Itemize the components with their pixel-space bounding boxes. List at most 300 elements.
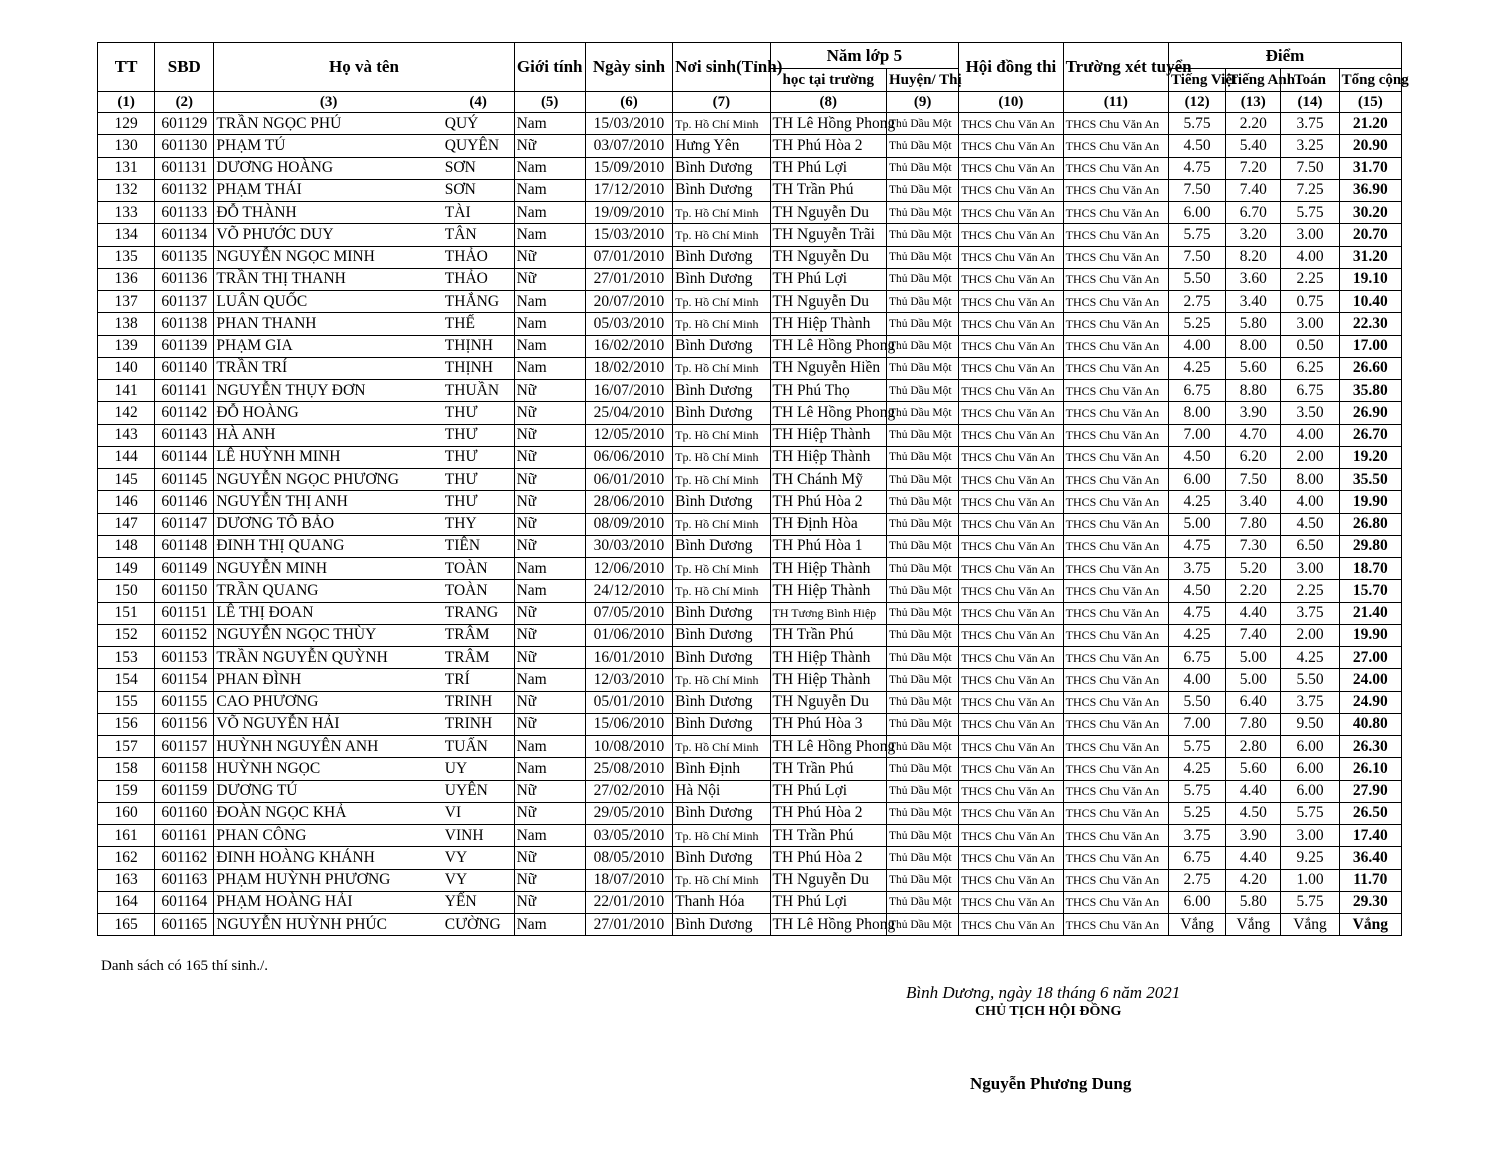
cell-sbd: 601150 — [155, 580, 214, 602]
col-number: (4) — [443, 92, 514, 113]
table-row — [98, 313, 1402, 335]
cell-tt: 146 — [98, 491, 155, 513]
cell-huyen-thi: Thủ Dầu Một — [886, 335, 958, 357]
cell-truong-lop-5: TH Nguyễn Hiền — [770, 357, 886, 379]
cell-tt: 134 — [98, 224, 155, 246]
cell-hoi-dong-thi: THCS Chu Văn An — [959, 513, 1063, 535]
cell-tieng-anh: 5.80 — [1226, 891, 1281, 913]
cell-noi-sinh: Tp. Hồ Chí Minh — [673, 113, 770, 135]
cell-ngay-sinh: 12/03/2010 — [585, 669, 672, 691]
cell-tong-cong: 19.90 — [1339, 624, 1401, 646]
cell-sbd: 601160 — [155, 802, 214, 824]
cell-ngay-sinh: 16/01/2010 — [585, 647, 672, 669]
cell-noi-sinh: Bình Dương — [673, 380, 770, 402]
cell-ho-dem: NGUYỄN NGỌC MINH — [214, 246, 443, 268]
cell-truong-xet-tuyen: THCS Chu Văn An — [1063, 691, 1168, 713]
cell-gioi-tinh: Nữ — [514, 602, 585, 624]
cell-tong-cong: 31.70 — [1339, 157, 1401, 179]
cell-sbd: 601139 — [155, 335, 214, 357]
cell-huyen-thi: Thủ Dầu Một — [886, 402, 958, 424]
cell-ngay-sinh: 15/03/2010 — [585, 224, 672, 246]
cell-noi-sinh: Tp. Hồ Chí Minh — [673, 224, 770, 246]
cell-tt: 129 — [98, 113, 155, 135]
cell-ho-dem: PHAN ĐÌNH — [214, 669, 443, 691]
cell-hoi-dong-thi: THCS Chu Văn An — [959, 268, 1063, 290]
cell-truong-lop-5: TH Lê Hồng Phong — [770, 736, 886, 758]
cell-huyen-thi: Thủ Dầu Một — [886, 891, 958, 913]
cell-ngay-sinh: 25/08/2010 — [585, 758, 672, 780]
cell-tt: 147 — [98, 513, 155, 535]
cell-ten: VY — [443, 869, 514, 891]
cell-hoi-dong-thi: THCS Chu Văn An — [959, 424, 1063, 446]
cell-truong-lop-5: TH Hiệp Thành — [770, 558, 886, 580]
cell-noi-sinh: Bình Dương — [673, 246, 770, 268]
cell-sbd: 601143 — [155, 424, 214, 446]
cell-hoi-dong-thi: THCS Chu Văn An — [959, 758, 1063, 780]
cell-hoi-dong-thi: THCS Chu Văn An — [959, 558, 1063, 580]
cell-ho-dem: PHẠM TÚ — [214, 135, 443, 157]
cell-noi-sinh: Tp. Hồ Chí Minh — [673, 446, 770, 468]
cell-tt: 143 — [98, 424, 155, 446]
cell-ho-dem: VÕ PHƯỚC DUY — [214, 224, 443, 246]
cell-noi-sinh: Tp. Hồ Chí Minh — [673, 357, 770, 379]
col-number: (15) — [1339, 92, 1401, 113]
cell-tieng-viet: 2.75 — [1169, 869, 1226, 891]
cell-tong-cong: 29.80 — [1339, 535, 1401, 557]
cell-ten: UY — [443, 758, 514, 780]
cell-tieng-viet: 5.75 — [1169, 113, 1226, 135]
cell-hoi-dong-thi: THCS Chu Văn An — [959, 669, 1063, 691]
cell-ho-dem: LUÂN QUỐC — [214, 291, 443, 313]
cell-noi-sinh: Tp. Hồ Chí Minh — [673, 513, 770, 535]
cell-tieng-viet: 4.25 — [1169, 758, 1226, 780]
cell-toan: 6.50 — [1281, 535, 1339, 557]
cell-tt: 158 — [98, 758, 155, 780]
cell-huyen-thi: Thủ Dầu Một — [886, 691, 958, 713]
cell-tieng-anh: 7.80 — [1226, 513, 1281, 535]
cell-toan: 5.75 — [1281, 802, 1339, 824]
cell-tong-cong: 36.90 — [1339, 179, 1401, 201]
cell-noi-sinh: Tp. Hồ Chí Minh — [673, 558, 770, 580]
cell-huyen-thi: Thủ Dầu Một — [886, 313, 958, 335]
cell-ten: THẮNG — [443, 291, 514, 313]
cell-sbd: 601131 — [155, 157, 214, 179]
col-number: (3) — [214, 92, 443, 113]
cell-hoi-dong-thi: THCS Chu Văn An — [959, 802, 1063, 824]
cell-truong-lop-5: TH Phú Hòa 2 — [770, 847, 886, 869]
cell-toan: 6.75 — [1281, 380, 1339, 402]
table-row — [98, 291, 1402, 313]
cell-truong-xet-tuyen: THCS Chu Văn An — [1063, 713, 1168, 735]
cell-truong-lop-5: TH Phú Lợi — [770, 891, 886, 913]
col-number: (8) — [770, 92, 886, 113]
table-row — [98, 914, 1402, 936]
cell-ho-dem: DƯƠNG HOÀNG — [214, 157, 443, 179]
table-row — [98, 891, 1402, 913]
candidate-count: Danh sách có 165 thí sinh./. — [101, 958, 269, 974]
cell-noi-sinh: Bình Dương — [673, 914, 770, 936]
cell-toan: 7.25 — [1281, 179, 1339, 201]
cell-gioi-tinh: Nữ — [514, 424, 585, 446]
cell-huyen-thi: Thủ Dầu Một — [886, 647, 958, 669]
cell-truong-xet-tuyen: THCS Chu Văn An — [1063, 157, 1168, 179]
cell-tieng-viet: 4.75 — [1169, 602, 1226, 624]
table-row — [98, 357, 1402, 379]
signer-title: CHỦ TỊCH HỘI ĐỒNG — [975, 1004, 1122, 1019]
table-row — [98, 335, 1402, 357]
cell-sbd: 601138 — [155, 313, 214, 335]
cell-noi-sinh: Tp. Hồ Chí Minh — [673, 424, 770, 446]
cell-huyen-thi: Thủ Dầu Một — [886, 669, 958, 691]
cell-gioi-tinh: Nữ — [514, 402, 585, 424]
cell-tong-cong: 27.90 — [1339, 780, 1401, 802]
cell-tieng-anh: 7.30 — [1226, 535, 1281, 557]
cell-toan: 9.50 — [1281, 713, 1339, 735]
table-row — [98, 224, 1402, 246]
cell-tieng-viet: 3.75 — [1169, 558, 1226, 580]
col-number: (5) — [514, 92, 585, 113]
cell-ten: TIÊN — [443, 535, 514, 557]
cell-huyen-thi: Thủ Dầu Một — [886, 491, 958, 513]
cell-ngay-sinh: 18/07/2010 — [585, 869, 672, 891]
cell-ho-dem: HUỲNH NGUYÊN ANH — [214, 736, 443, 758]
cell-noi-sinh: Hà Nội — [673, 780, 770, 802]
cell-ngay-sinh: 15/06/2010 — [585, 713, 672, 735]
cell-hoi-dong-thi: THCS Chu Văn An — [959, 624, 1063, 646]
cell-truong-lop-5: TH Chánh Mỹ — [770, 469, 886, 491]
cell-truong-xet-tuyen: THCS Chu Văn An — [1063, 513, 1168, 535]
cell-huyen-thi: Thủ Dầu Một — [886, 847, 958, 869]
cell-truong-xet-tuyen: THCS Chu Văn An — [1063, 202, 1168, 224]
cell-huyen-thi: Thủ Dầu Một — [886, 291, 958, 313]
cell-truong-xet-tuyen: THCS Chu Văn An — [1063, 736, 1168, 758]
cell-tt: 145 — [98, 469, 155, 491]
cell-tong-cong: 19.10 — [1339, 268, 1401, 290]
cell-truong-xet-tuyen: THCS Chu Văn An — [1063, 246, 1168, 268]
cell-truong-xet-tuyen: THCS Chu Văn An — [1063, 847, 1168, 869]
cell-tt: 163 — [98, 869, 155, 891]
cell-ten: UYÊN — [443, 780, 514, 802]
cell-ten: THUẦN — [443, 380, 514, 402]
cell-tieng-anh: 4.40 — [1226, 847, 1281, 869]
cell-tong-cong: 31.20 — [1339, 246, 1401, 268]
cell-sbd: 601137 — [155, 291, 214, 313]
cell-ho-dem: HÀ ANH — [214, 424, 443, 446]
cell-tt: 159 — [98, 780, 155, 802]
cell-ho-dem: NGUYỄN NGỌC PHƯƠNG — [214, 469, 443, 491]
cell-tong-cong: 24.90 — [1339, 691, 1401, 713]
cell-toan: 3.00 — [1281, 558, 1339, 580]
cell-hoi-dong-thi: THCS Chu Văn An — [959, 313, 1063, 335]
cell-tt: 155 — [98, 691, 155, 713]
cell-gioi-tinh: Nam — [514, 291, 585, 313]
cell-ngay-sinh: 03/07/2010 — [585, 135, 672, 157]
cell-noi-sinh: Bình Dương — [673, 268, 770, 290]
cell-noi-sinh: Tp. Hồ Chí Minh — [673, 869, 770, 891]
cell-sbd: 601154 — [155, 669, 214, 691]
cell-tong-cong: 18.70 — [1339, 558, 1401, 580]
signer-name: Nguyễn Phương Dung — [970, 1074, 1132, 1093]
cell-truong-lop-5: TH Phú Hòa 2 — [770, 802, 886, 824]
cell-ngay-sinh: 08/05/2010 — [585, 847, 672, 869]
cell-tieng-anh: 6.40 — [1226, 691, 1281, 713]
cell-tieng-viet: 5.75 — [1169, 780, 1226, 802]
cell-huyen-thi: Thủ Dầu Một — [886, 469, 958, 491]
cell-gioi-tinh: Nữ — [514, 624, 585, 646]
cell-tt: 160 — [98, 802, 155, 824]
cell-gioi-tinh: Nam — [514, 179, 585, 201]
cell-truong-xet-tuyen: THCS Chu Văn An — [1063, 268, 1168, 290]
cell-tt: 162 — [98, 847, 155, 869]
cell-noi-sinh: Bình Dương — [673, 713, 770, 735]
cell-toan: 2.00 — [1281, 624, 1339, 646]
cell-ho-dem: PHẠM HOÀNG HẢI — [214, 891, 443, 913]
cell-sbd: 601158 — [155, 758, 214, 780]
cell-hoi-dong-thi: THCS Chu Văn An — [959, 402, 1063, 424]
cell-tieng-viet: 6.00 — [1169, 469, 1226, 491]
cell-tong-cong: 20.90 — [1339, 135, 1401, 157]
cell-ngay-sinh: 12/06/2010 — [585, 558, 672, 580]
cell-tieng-viet: 5.25 — [1169, 313, 1226, 335]
cell-hoi-dong-thi: THCS Chu Văn An — [959, 246, 1063, 268]
cell-gioi-tinh: Nam — [514, 202, 585, 224]
cell-truong-lop-5: TH Hiệp Thành — [770, 580, 886, 602]
cell-toan: 6.00 — [1281, 758, 1339, 780]
cell-gioi-tinh: Nữ — [514, 713, 585, 735]
cell-truong-lop-5: TH Nguyễn Du — [770, 246, 886, 268]
cell-hoi-dong-thi: THCS Chu Văn An — [959, 825, 1063, 847]
cell-ho-dem: NGUYỄN THỊ ANH — [214, 491, 443, 513]
cell-truong-xet-tuyen: THCS Chu Văn An — [1063, 424, 1168, 446]
cell-tt: 156 — [98, 713, 155, 735]
cell-sbd: 601164 — [155, 891, 214, 913]
cell-tieng-anh: 7.40 — [1226, 624, 1281, 646]
cell-toan: 3.00 — [1281, 313, 1339, 335]
cell-ho-dem: CAO PHƯƠNG — [214, 691, 443, 713]
cell-truong-xet-tuyen: THCS Chu Văn An — [1063, 291, 1168, 313]
cell-tieng-viet: 5.25 — [1169, 802, 1226, 824]
table-row — [98, 869, 1402, 891]
cell-ho-dem: PHAN CÔNG — [214, 825, 443, 847]
cell-truong-lop-5: TH Phú Hòa 2 — [770, 135, 886, 157]
cell-truong-lop-5: TH Phú Hòa 2 — [770, 491, 886, 513]
cell-ngay-sinh: 15/03/2010 — [585, 113, 672, 135]
cell-truong-lop-5: TH Phú Hòa 1 — [770, 535, 886, 557]
cell-toan: 0.50 — [1281, 335, 1339, 357]
cell-hoi-dong-thi: THCS Chu Văn An — [959, 224, 1063, 246]
cell-tong-cong: 29.30 — [1339, 891, 1401, 913]
cell-tieng-viet: 5.50 — [1169, 691, 1226, 713]
cell-tt: 139 — [98, 335, 155, 357]
cell-tt: 130 — [98, 135, 155, 157]
cell-huyen-thi: Thủ Dầu Một — [886, 513, 958, 535]
cell-noi-sinh: Bình Dương — [673, 624, 770, 646]
cell-tt: 138 — [98, 313, 155, 335]
cell-ho-dem: PHAN THANH — [214, 313, 443, 335]
cell-ten: QUÝ — [443, 113, 514, 135]
cell-tieng-viet: 4.25 — [1169, 624, 1226, 646]
cell-truong-xet-tuyen: THCS Chu Văn An — [1063, 802, 1168, 824]
cell-gioi-tinh: Nam — [514, 580, 585, 602]
cell-truong-lop-5: TH Nguyễn Trãi — [770, 224, 886, 246]
cell-tieng-viet: 3.75 — [1169, 825, 1226, 847]
cell-tong-cong: 10.40 — [1339, 291, 1401, 313]
cell-tt: 157 — [98, 736, 155, 758]
cell-toan: 2.00 — [1281, 446, 1339, 468]
cell-tieng-anh: 3.40 — [1226, 291, 1281, 313]
cell-huyen-thi: Thủ Dầu Một — [886, 914, 958, 936]
cell-tt: 150 — [98, 580, 155, 602]
cell-toan: 3.00 — [1281, 224, 1339, 246]
cell-noi-sinh: Tp. Hồ Chí Minh — [673, 313, 770, 335]
cell-ten: THƯ — [443, 402, 514, 424]
cell-tong-cong: 26.90 — [1339, 402, 1401, 424]
cell-gioi-tinh: Nam — [514, 736, 585, 758]
cell-ngay-sinh: 07/01/2010 — [585, 246, 672, 268]
cell-hoi-dong-thi: THCS Chu Văn An — [959, 914, 1063, 936]
cell-ten: VINH — [443, 825, 514, 847]
cell-hoi-dong-thi: THCS Chu Văn An — [959, 736, 1063, 758]
cell-sbd: 601147 — [155, 513, 214, 535]
header-tong-cong: Tổng cộng — [1339, 69, 1401, 92]
table-row — [98, 113, 1402, 135]
cell-tieng-anh: 6.20 — [1226, 446, 1281, 468]
cell-gioi-tinh: Nam — [514, 113, 585, 135]
cell-tieng-anh: 2.20 — [1226, 580, 1281, 602]
cell-truong-lop-5: TH Phú Lợi — [770, 268, 886, 290]
cell-huyen-thi: Thủ Dầu Một — [886, 224, 958, 246]
cell-truong-lop-5: TH Nguyễn Du — [770, 691, 886, 713]
cell-ngay-sinh: 01/06/2010 — [585, 624, 672, 646]
cell-ngay-sinh: 15/09/2010 — [585, 157, 672, 179]
cell-toan: 5.75 — [1281, 891, 1339, 913]
cell-tt: 136 — [98, 268, 155, 290]
cell-toan: 1.00 — [1281, 869, 1339, 891]
cell-tieng-viet: 6.00 — [1169, 202, 1226, 224]
cell-huyen-thi: Thủ Dầu Một — [886, 446, 958, 468]
cell-tieng-viet: 4.00 — [1169, 669, 1226, 691]
cell-ten: THY — [443, 513, 514, 535]
cell-tieng-anh: 7.50 — [1226, 469, 1281, 491]
cell-toan: 2.25 — [1281, 580, 1339, 602]
cell-toan: 4.00 — [1281, 491, 1339, 513]
cell-ho-dem: NGUYỄN THỤY ĐƠN — [214, 380, 443, 402]
cell-tong-cong: 26.60 — [1339, 357, 1401, 379]
cell-ho-dem: NGUYỄN MINH — [214, 558, 443, 580]
cell-gioi-tinh: Nam — [514, 224, 585, 246]
table-row — [98, 424, 1402, 446]
col-number: (1) — [98, 92, 155, 113]
cell-ten: TRÍ — [443, 669, 514, 691]
cell-huyen-thi: Thủ Dầu Một — [886, 713, 958, 735]
cell-tong-cong: Vắng — [1339, 914, 1401, 936]
table-row — [98, 780, 1402, 802]
cell-gioi-tinh: Nữ — [514, 647, 585, 669]
cell-noi-sinh: Tp. Hồ Chí Minh — [673, 580, 770, 602]
cell-gioi-tinh: Nữ — [514, 780, 585, 802]
cell-ten: SƠN — [443, 179, 514, 201]
cell-hoi-dong-thi: THCS Chu Văn An — [959, 713, 1063, 735]
cell-truong-xet-tuyen: THCS Chu Văn An — [1063, 535, 1168, 557]
table-row — [98, 157, 1402, 179]
cell-noi-sinh: Bình Định — [673, 758, 770, 780]
cell-ho-dem: LÊ THỊ ĐOAN — [214, 602, 443, 624]
cell-tieng-anh: 6.70 — [1226, 202, 1281, 224]
col-number: (2) — [155, 92, 214, 113]
cell-huyen-thi: Thủ Dầu Một — [886, 157, 958, 179]
cell-tong-cong: 26.50 — [1339, 802, 1401, 824]
cell-hoi-dong-thi: THCS Chu Văn An — [959, 535, 1063, 557]
cell-gioi-tinh: Nam — [514, 669, 585, 691]
cell-sbd: 601136 — [155, 268, 214, 290]
cell-tieng-viet: 6.00 — [1169, 891, 1226, 913]
cell-toan: 9.25 — [1281, 847, 1339, 869]
table-row — [98, 624, 1402, 646]
cell-huyen-thi: Thủ Dầu Một — [886, 580, 958, 602]
cell-truong-lop-5: TH Hiệp Thành — [770, 647, 886, 669]
cell-hoi-dong-thi: THCS Chu Văn An — [959, 647, 1063, 669]
cell-ho-dem: ĐOÀN NGỌC KHẢ — [214, 802, 443, 824]
table-row — [98, 179, 1402, 201]
cell-truong-lop-5: TH Nguyễn Du — [770, 202, 886, 224]
cell-toan: 5.75 — [1281, 202, 1339, 224]
cell-tieng-viet: 4.25 — [1169, 491, 1226, 513]
cell-tieng-anh: 4.50 — [1226, 802, 1281, 824]
cell-noi-sinh: Bình Dương — [673, 847, 770, 869]
cell-gioi-tinh: Nữ — [514, 891, 585, 913]
cell-toan: 3.25 — [1281, 135, 1339, 157]
cell-huyen-thi: Thủ Dầu Một — [886, 736, 958, 758]
cell-gioi-tinh: Nữ — [514, 513, 585, 535]
cell-noi-sinh: Tp. Hồ Chí Minh — [673, 669, 770, 691]
cell-hoi-dong-thi: THCS Chu Văn An — [959, 335, 1063, 357]
cell-truong-xet-tuyen: THCS Chu Văn An — [1063, 780, 1168, 802]
col-number: (13) — [1226, 92, 1281, 113]
cell-ngay-sinh: 19/09/2010 — [585, 202, 672, 224]
table-row — [98, 135, 1402, 157]
header-nam-lop-5: Năm lớp 5 — [770, 43, 959, 69]
cell-tieng-viet: 5.50 — [1169, 268, 1226, 290]
table-row — [98, 580, 1402, 602]
cell-tieng-viet: 4.00 — [1169, 335, 1226, 357]
cell-truong-lop-5: TH Phú Lợi — [770, 780, 886, 802]
cell-noi-sinh: Bình Dương — [673, 157, 770, 179]
cell-sbd: 601162 — [155, 847, 214, 869]
cell-gioi-tinh: Nam — [514, 335, 585, 357]
cell-ho-dem: TRẦN THỊ THANH — [214, 268, 443, 290]
table-row — [98, 491, 1402, 513]
cell-tieng-viet: Vắng — [1169, 914, 1226, 936]
cell-ho-dem: PHẠM GIA — [214, 335, 443, 357]
cell-tieng-anh: 4.70 — [1226, 424, 1281, 446]
table-row — [98, 602, 1402, 624]
cell-gioi-tinh: Nữ — [514, 268, 585, 290]
cell-ten: THẢO — [443, 246, 514, 268]
cell-ho-dem: ĐỖ THÀNH — [214, 202, 443, 224]
cell-noi-sinh: Bình Dương — [673, 402, 770, 424]
cell-ten: THẾ — [443, 313, 514, 335]
cell-ten: THỊNH — [443, 357, 514, 379]
cell-sbd: 601134 — [155, 224, 214, 246]
cell-truong-lop-5: TH Nguyễn Du — [770, 291, 886, 313]
cell-hoi-dong-thi: THCS Chu Văn An — [959, 847, 1063, 869]
cell-ten: TÂN — [443, 224, 514, 246]
cell-ngay-sinh: 27/01/2010 — [585, 268, 672, 290]
cell-tieng-viet: 6.75 — [1169, 647, 1226, 669]
cell-ngay-sinh: 16/02/2010 — [585, 335, 672, 357]
cell-truong-lop-5: TH Phú Thọ — [770, 380, 886, 402]
table-row — [98, 713, 1402, 735]
